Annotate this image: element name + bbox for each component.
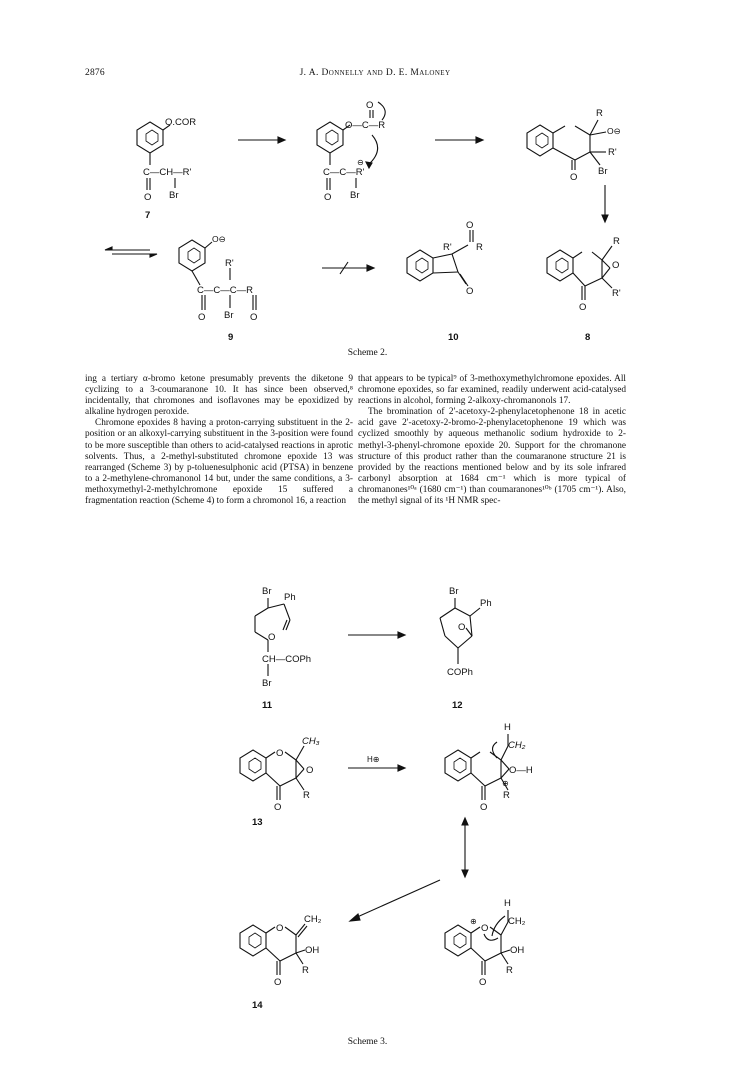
s9-br: Br: [224, 310, 234, 321]
s9-o-minus: O⊖: [212, 234, 226, 244]
s9-o2: O: [250, 312, 258, 323]
s7-chain: C—CH—R': [143, 167, 192, 178]
s7-br: Br: [169, 190, 179, 201]
s10-r1: R': [443, 242, 452, 253]
s13-o-ring: O: [276, 748, 284, 759]
label-12: 12: [452, 700, 463, 711]
s9-o1: O: [198, 312, 206, 323]
left-paragraph-1: ing a tertiary α-bromo ketone presumably prevents the diketone 9 cyclizing to a 3-coumaranone 10. It has since been observed,⁸ incidentally, that chromones and isoflavones may be epoxidized by alkaline hydrogen peroxide.: [85, 374, 353, 418]
label-10: 10: [448, 332, 459, 343]
left-text-column: [85, 374, 353, 507]
s14-oh: OH: [305, 945, 320, 956]
structure-9: [179, 240, 256, 310]
structure-hemiketal: [527, 120, 606, 170]
sc-ch2: CH₂: [508, 916, 526, 927]
running-authors: J. A. Donnelly and D. E. Maloney: [299, 68, 451, 78]
hemi-br: Br: [598, 166, 608, 177]
sp-ch2: CH₂: [508, 740, 526, 751]
right-paragraph-2: The bromination of 2'-acetoxy-2-phenylacetophenone 18 in acetic acid gave 2'-acetoxy-2-bromo-2-phenylacetophenone 19 which was cyclized smoothly by aqueous methanolic sodium hydroxide to 2-methyl-3-phenyl-chromone epoxide 20. Support for the chromanone structure of this product rather than the coumaranone structure 21 is provided by the reactions mentioned below and by its sole infrared carbonyl absorption at 1684 cm⁻¹ which is more typical of chromanones¹⁰ᵃ (1680 cm⁻¹) than coumaranones¹⁰ᵇ (1705 cm⁻¹). Also, the methyl signal of its ¹H NMR spec-: [358, 407, 626, 507]
s10-o: O: [466, 286, 474, 297]
sp-oh: O—H: [509, 765, 533, 776]
label-13: 13: [252, 817, 263, 828]
s8-r: R: [613, 236, 620, 247]
right-paragraph-1: that appears to be typical⁹ of 3-methoxymethylchromone epoxides. All chromone epoxides, so far examined, readily underwent acid-catalysed reactions in alcohol, forming 2-alkoxy-chromanonols 17.: [358, 374, 626, 407]
scheme-3-caption: Scheme 3.: [347, 1037, 388, 1047]
structure-8: [547, 246, 612, 300]
structure-13: [240, 746, 304, 800]
label-11: 11: [262, 700, 273, 711]
s10-r: R: [476, 242, 483, 253]
s11-ph: Ph: [284, 592, 296, 603]
sc-o: O: [479, 977, 487, 988]
s14-o: O: [274, 977, 282, 988]
s13-r: R: [303, 790, 310, 801]
label-8: 8: [585, 332, 591, 343]
sc-o-ring: O: [481, 923, 489, 934]
s12-coph: COPh: [447, 667, 473, 678]
s12-ph: Ph: [480, 598, 492, 609]
inter-minus: ⊖: [357, 158, 364, 167]
s14-ch2: CH₂: [304, 914, 322, 925]
s9-chain: C—C—C—R: [197, 285, 253, 296]
sp-plus: ⊕: [502, 779, 509, 788]
hemi-r1: R': [608, 147, 617, 158]
s11-br-bottom: Br: [262, 678, 272, 689]
hemi-r: R: [596, 108, 603, 119]
label-7: 7: [145, 210, 151, 221]
sp-r: R: [503, 790, 510, 801]
s13-ch3: CH₃: [302, 736, 320, 747]
label-9: 9: [228, 332, 234, 343]
sc-r: R: [506, 965, 513, 976]
s8-o: O: [612, 260, 620, 271]
scheme-3-figure: [0, 580, 735, 1040]
sp-o: O: [480, 802, 488, 813]
s13-o-epox: O: [306, 765, 314, 776]
s12-o: O: [458, 622, 466, 633]
page-number: 2876: [85, 68, 105, 78]
structure-14: [240, 924, 307, 975]
s10-o-top: O: [466, 220, 474, 231]
s12-br: Br: [449, 586, 459, 597]
inter-ring-o: O—C—R: [345, 120, 386, 131]
s11-br-top: Br: [262, 586, 272, 597]
left-paragraph-2: Chromone epoxides 8 having a proton-carrying substituent in the 2-position or an alkoxyl-carrying substituent in the 3-position were found to be more susceptible than others to acid-catalysed reactions in aprotic solvents. Thus, a 2-methyl-substituted chromone epoxide 13 was rearranged (Scheme 3) by p-toluenesulphonic acid (PTSA) in benzene to a 2-methylene-chromanonol 14 but, under the same conditions, a 3-methoxymethyl-2-methylchromone epoxide 15 suffered a fragmentation reaction (Scheme 4) to form a chromonol 16, a reaction: [85, 418, 353, 507]
s14-r: R: [302, 965, 309, 976]
s8-o-carbonyl: O: [579, 302, 587, 313]
s8-r1: R': [612, 288, 621, 299]
arrow-h-plus: H⊕: [367, 755, 380, 764]
sc-h: H: [504, 898, 511, 909]
s11-chain: CH—COPh: [262, 654, 312, 665]
hemi-o-minus: O⊖: [607, 126, 621, 136]
hemi-o: O: [570, 172, 578, 183]
right-text-column: [358, 374, 626, 507]
structure-protonated-epoxide: [445, 734, 509, 800]
inter-br: Br: [350, 190, 360, 201]
label-14: 14: [252, 1000, 263, 1011]
structure-oxocarbenium: [445, 910, 510, 975]
sc-plus: ⊕: [470, 917, 477, 926]
s7-ester: O.COR: [165, 117, 197, 128]
inter-chain: C—C—R': [323, 167, 365, 178]
sc-oh: OH: [510, 945, 525, 956]
sp-h: H: [504, 722, 511, 733]
s13-o: O: [274, 802, 282, 813]
structure-7: [137, 122, 175, 190]
s14-o-ring: O: [276, 923, 284, 934]
scheme-2-caption: Scheme 2.: [347, 348, 388, 358]
s9-r1: R': [225, 258, 234, 269]
inter-top-o: O: [366, 100, 374, 111]
running-header: [85, 68, 665, 84]
inter-o: O: [324, 192, 332, 203]
s11-o: O: [268, 632, 276, 643]
structure-10: [407, 230, 473, 286]
s7-o: O: [144, 192, 152, 203]
